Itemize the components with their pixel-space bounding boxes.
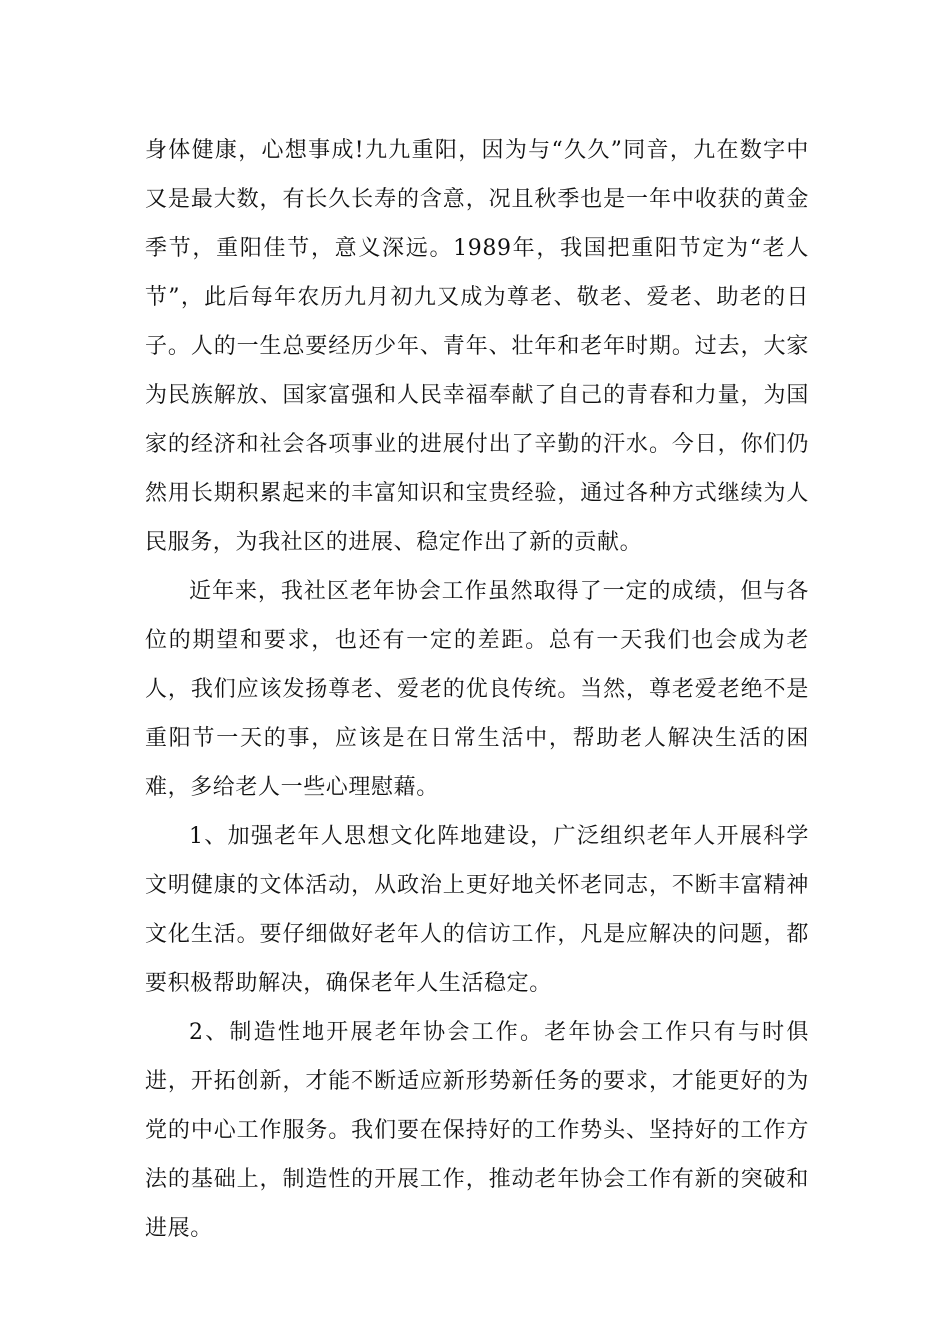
paragraph-recent-years: 近年来，我社区老年协会工作虽然取得了一定的成绩，但与各位的期望和要求，也还有一定的差距。总有一天我们也会成为老人，我们应该发扬尊老、爱老的优良传统。当然，尊老爱老绝不是重阳节一天的事，应该是在日常生活中，帮助老人解决生活的困难，多给老人一些心理慰藉。 [145,579,809,800]
document-body [145,126,809,1253]
paragraph-continuation: 身体健康，心想事成!九九重阳，因为与“久久”同音，九在数字中又是最大数，有长久长寿的含意，况且秋季也是一年中收获的黄金季节，重阳佳节，意义深远。1989年，我国把重阳节定为“老人节”，此后每年农历九月初九又成为尊老、敬老、爱老、助老的日子。人的一生总要经历少年、青年、壮年和老年时期。过去，大家为民族解放、国家富强和人民幸福奉献了自己的青春和力量，为国家的经济和社会各项事业的进展付出了辛勤的汗水。今日，你们仍然用长期积累起来的丰富知识和宝贵经验，通过各种方式继续为人民服务，为我社区的进展、稳定作出了新的贡献。 [145,138,809,555]
paragraph-item-2: 2、制造性地开展老年协会工作。老年协会工作只有与时俱进，开拓创新，才能不断适应新形势新任务的要求，才能更好的为党的中心工作服务。我们要在保持好的工作势头、坚持好的工作方法的基础上，制造性的开展工作，推动老年协会工作有新的突破和进展。 [145,1020,809,1241]
paragraph-item-1: 1、加强老年人思想文化阵地建设，广泛组织老年人开展科学文明健康的文体活动，从政治上更好地关怀老同志，不断丰富精神文化生活。要仔细做好老年人的信访工作，凡是应解决的问题，都要积极帮助解决，确保老年人生活稳定。 [145,824,809,996]
